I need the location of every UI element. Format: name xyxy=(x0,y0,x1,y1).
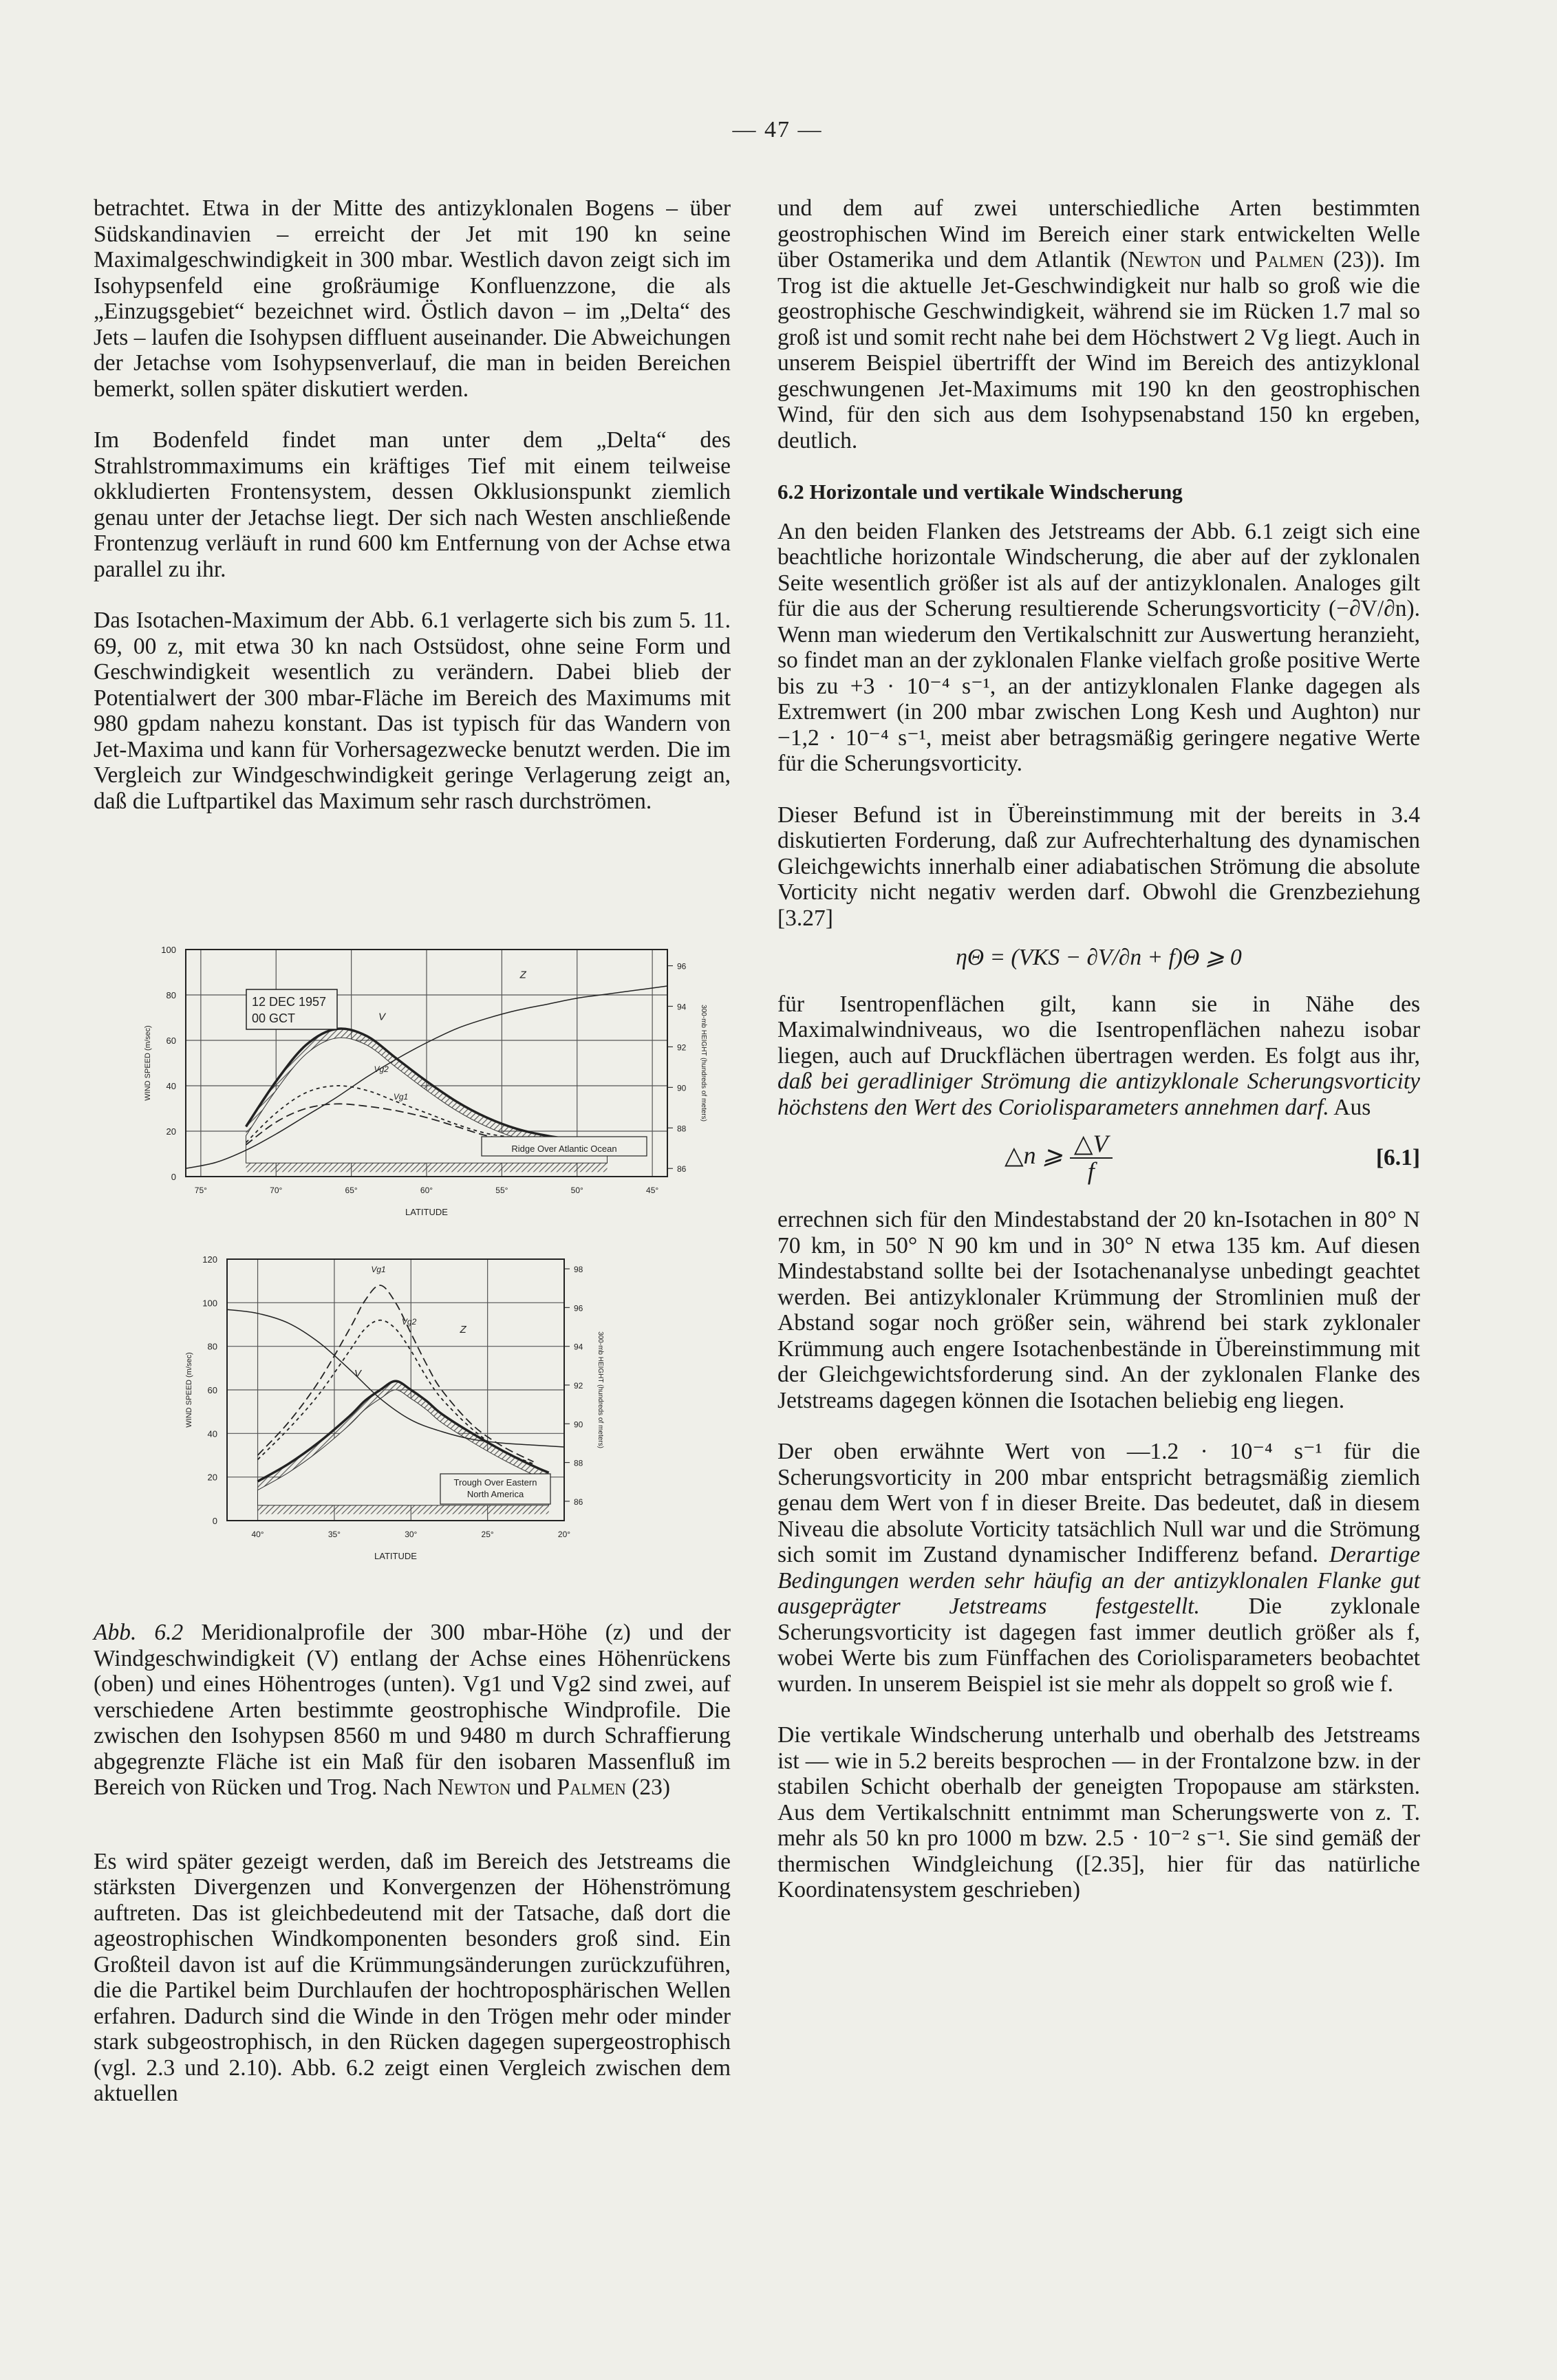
x-axis-title: LATITUDE xyxy=(405,1207,448,1217)
region-label: Trough Over Eastern xyxy=(453,1477,537,1488)
section-heading: 6.2 Horizontale und vertikale Windscherung xyxy=(777,480,1183,504)
y-tick-label: 20 xyxy=(207,1472,217,1483)
y-tick-label: 60 xyxy=(207,1385,217,1395)
y2-tick-label: 96 xyxy=(677,961,687,972)
equation-number: [6.1] xyxy=(1375,1145,1420,1170)
paragraph: Die vertikale Windscherung unterhalb und oberhalb des Jetstreams ist — wie in 5.2 bereits besprochen — in der Frontalzone bzw. in der stabilen Schicht oberhalb der geneigten Tropopause am stärksten. Aus dem Vertikalschnitt entnimmt man Scherungswerte von z. T. mehr als 50 kn pro 1000 m bzw. 2.5 · 10⁻² s⁻¹. Sie sind gemäß der thermischen Windgleichung ([2.35], hier für das natürliche Koordinatensystem geschrieben) xyxy=(777,1722,1420,1902)
chart-trough xyxy=(165,1252,661,1583)
caption-text: und xyxy=(511,1775,557,1800)
text-run: und xyxy=(1201,247,1255,272)
region-label: North America xyxy=(466,1489,524,1499)
series-label: V xyxy=(378,1011,386,1023)
text-run: und dem auf zwei unterschiedliche Arten bestimmten geostrophischen Wind im Bereich einer stark entwickelten Welle über Ostamerika und dem Atlantik ( xyxy=(777,195,1420,272)
caption-ref: Newton xyxy=(437,1775,511,1800)
left-column xyxy=(94,195,731,839)
y2-tick-label: 90 xyxy=(574,1419,583,1430)
emphasis: Derartige Bedingungen werden sehr häufig an der antizyklonalen Flanke gut ausgeprägter Jetstreams festgestellt. xyxy=(777,1542,1420,1619)
paragraph: Dieser Befund ist in Übereinstimmung mit der bereits in 3.4 diskutierten Forderung, daß zur Aufrechterhaltung des dynamischen Gleichgewichts innerhalb einer adiabatischen Strömung die absolute Vorticity nicht negativ werden darf. Obwohl die Grenzbeziehung [3.27] xyxy=(777,802,1420,931)
x-tick-label: 45° xyxy=(646,1186,659,1195)
paragraph xyxy=(777,1439,1420,1697)
y2-tick-label: 86 xyxy=(574,1497,583,1507)
y-axis-title: WIND SPEED (m/sec) xyxy=(144,1025,152,1101)
paragraph: Es wird später gezeigt werden, daß im Bereich des Jetstreams die stärksten Divergenzen und Konvergenzen der Höhenströmung auftreten. Das ist gleichbedeutend mit der Tatsache, daß dort die ageostrophischen Windkomponenten besonders groß sind. Ein Großteil davon ist auf die Krümmungsänderungen zurückzuführen, die die Partikel beim Durchlaufen der hochtroposphärischen Wellen erfahren. Dadurch sind die Winde in den Trögen mehr oder minder stark subgeostrophisch, in den Rücken dagegen supergeostrophisch (vgl. 2.3 und 2.10). Abb. 6.2 zeigt einen Vergleich zwischen dem aktuellen xyxy=(94,1848,731,2106)
x-tick-label: 75° xyxy=(194,1186,207,1195)
fraction xyxy=(1070,1131,1113,1184)
equation-6-1 xyxy=(777,1127,1420,1193)
y2-tick-label: 92 xyxy=(677,1042,687,1053)
date-label: 12 DEC 1957 xyxy=(252,995,327,1009)
series-label: Vg1 xyxy=(393,1091,409,1102)
figure-caption xyxy=(94,1620,731,1801)
left-column-lower xyxy=(94,1620,731,2132)
y-tick-label: 100 xyxy=(202,1298,217,1309)
paragraph: Im Bodenfeld findet man unter dem „Delta“ des Strahlstrommaximums ein kräftiges Tief mit einem teilweise okkludierten Frontensystem, dessen Okklusionspunkt ziemlich genau unter der Jetachse liegt. Der sich nach Westen anschließende Frontenzug verläuft in rund 600 km Entfernung von der Achse etwa parallel zu ihr. xyxy=(94,427,731,582)
y2-tick-label: 96 xyxy=(574,1303,583,1314)
series-label: V xyxy=(354,1368,361,1380)
y2-tick-label: 90 xyxy=(677,1083,687,1093)
chart-ridge xyxy=(96,937,736,1240)
x-tick-label: 55° xyxy=(495,1186,508,1195)
text-run: Aus xyxy=(1329,1094,1371,1120)
paragraph: An den beiden Flanken des Jetstreams der Abb. 6.1 zeigt sich eine beachtliche horizontale Windscherung, die aber auf der zyklonalen Seite wesentlich größer ist als auf der antizyklonalen. Analoges gilt für die aus der Scherung resultierende Scherungsvorticity (−∂V/∂n). Wenn man wiederum den Vertikalschnitt zur Auswertung heranzieht, so findet man an der zyklonalen Flanke vielfach große positive Werte bis zu +3 · 10⁻⁴ s⁻¹, an der antizyklonalen Flanke dagegen als Extremwert (in 200 mbar zwischen Long Kesh und Aughton) nur −1,2 · 10⁻⁴ s⁻¹, meist aber betragsmäßig geringere negative Werte für die Scherungsvorticity. xyxy=(777,518,1420,776)
y-tick-label: 40 xyxy=(207,1428,217,1439)
text-run: Die zyklonale Scherungsvorticity ist dagegen fast immer deutlich größer als f, wobei Werte bis zum Fünffachen des Coriolisparameters beobachtet wurden. In unserem Beispiel ist sie mehr als doppelt so groß wie f. xyxy=(777,1594,1420,1697)
paragraph: Das Isotachen-Maximum der Abb. 6.1 verlagerte sich bis zum 5. 11. 69, 00 z, mit etwa 30 kn nach Ostsüdost, ohne seine Form und Geschwindigkeit wesentlich zu verändern. Dabei blieb der Potentialwert der 300 mbar-Fläche im Bereich des Maximums mit 980 gpdam nahezu konstant. Das ist typisch für das Wandern von Jet-Maxima und kann für Vorhersagezwecke benutzt werden. Die im Vergleich zur Windgeschwindigkeit geringe Verlagerung zeigt an, daß die Luftpartikel das Maximum sehr rasch durchströmen. xyxy=(94,608,731,814)
caption-text: Meridionalprofile der 300 mbar-Höhe (z) und der Windgeschwindigkeit (V) entlang der Achse eines Höhenrückens (oben) und eines Höhentroges (unten). Vg1 und Vg2 sind zwei, auf verschiedene Arten bestimmte geostrophische Windprofile. Die zwischen den Isohypsen 8560 m und 9480 m durch Schraffierung abgegrenzte Fläche ist ein Maß für den isobaren Massenfluß im Bereich von Rücken und Trog. Nach xyxy=(94,1620,731,1800)
y-tick-label: 80 xyxy=(166,990,176,1000)
caption-text: (23) xyxy=(625,1775,671,1800)
y-tick-label: 100 xyxy=(161,945,176,955)
y-tick-label: 40 xyxy=(166,1081,176,1091)
paragraph: betrachtet. Etwa in der Mitte des antizyklonalen Bogens – über Südskandinavien – erreicht der Jet mit 190 kn seine Maximalgeschwindigkeit in 300 mbar. Westlich davon zeigt sich im Isohypsenfeld eine großräumige Konfluenzzone, die als „Einzugsgebiet“ bezeichnet wird. Östlich davon – im „Delta“ des Jets – laufen die Isohypsen diffluent auseinander. Die Abweichungen der Jetachse vom Isohypsenverlauf, die man in beiden Bereichen bemerkt, sollen später diskutiert werden. xyxy=(94,195,731,402)
y2-tick-label: 86 xyxy=(677,1164,687,1175)
x-axis-title: LATITUDE xyxy=(374,1551,417,1561)
series-label: Z xyxy=(519,969,526,981)
series-label: Vg2 xyxy=(374,1064,389,1075)
emphasis: daß bei geradliniger Strömung die antizyklonale Scherungsvorticity höchstens den Wert des Coriolisparameters annehmen darf. xyxy=(777,1069,1420,1120)
equation-lhs: △n ⩾ xyxy=(1005,1141,1063,1169)
caption-label: Abb. 6.2 xyxy=(94,1620,184,1645)
x-tick-label: 35° xyxy=(327,1530,341,1539)
y2-tick-label: 94 xyxy=(574,1342,583,1352)
x-tick-label: 25° xyxy=(481,1530,494,1539)
region-label: Ridge Over Atlantic Ocean xyxy=(511,1144,617,1154)
denominator: f xyxy=(1087,1157,1095,1185)
citation: Palmen xyxy=(1254,247,1324,272)
equation-body xyxy=(1005,1131,1113,1184)
equation: ηΘ = (VKS − ∂V/∂n + f)Θ ⩾ 0 xyxy=(956,945,1242,970)
paragraph xyxy=(777,195,1420,453)
text-run: für Isentropenflächen gilt, kann sie in Nähe des Maximalwindniveaus, wo die Isentropenflächen nahezu isobar liegen, auch auf Druckflächen übertragen werden. Es folgt aus ihr, xyxy=(777,991,1420,1069)
text-run: (23)). Im Trog ist die aktuelle Jet-Geschwindigkeit nur halb so groß wie die geostrophische Geschwindigkeit, während sie im Rücken 1.7 mal so groß ist und somit recht nahe bei dem Höchstwert 2 Vg liegt. Auch in unserem Beispiel übertrifft der Wind im Bereich des antizyklonal geschwungenen Jet-Maximums mit 190 kn den geostrophischen Wind, für den sich aus dem Isohypsenabstand 150 kn ergeben, deutlich. xyxy=(777,247,1420,453)
right-column xyxy=(777,195,1420,1929)
page-number: — 47 — xyxy=(732,117,823,142)
y-axis-title: WIND SPEED (m/sec) xyxy=(185,1352,193,1428)
x-tick-label: 65° xyxy=(345,1186,358,1195)
x-tick-label: 40° xyxy=(251,1530,264,1539)
x-tick-label: 20° xyxy=(557,1530,571,1539)
y2-axis-title: 300-mb HEIGHT (hundreds of meters) xyxy=(597,1331,604,1448)
x-tick-label: 70° xyxy=(270,1186,283,1195)
y-tick-label: 60 xyxy=(166,1036,176,1046)
y-tick-label: 80 xyxy=(207,1341,217,1352)
x-tick-label: 30° xyxy=(405,1530,418,1539)
x-tick-label: 50° xyxy=(570,1186,583,1195)
y-tick-label: 20 xyxy=(166,1126,176,1137)
y-tick-label: 0 xyxy=(212,1516,217,1526)
y2-axis-title: 300-mb HEIGHT (hundreds of meters) xyxy=(700,1005,707,1122)
paragraph: errechnen sich für den Mindestabstand der 20 kn-Isotachen in 80° N 70 km, in 50° N 90 km und in 30° N etwa 135 km. Auf diesen Mindestabstand sollte bei der Isotachenanalyse unbedingt geachtet werden. Bei antizyklonaler Krümmung der Stromlinien muß der Abstand sogar noch größer sein, während bei stark zyklonaler Krümmung auch engere Isotachenbestände in Übereinstimmung mit der Gleichgewichtsforderung sind. An der zyklonalen Flanke des Jetstreams dagegen können die Isotachen beliebig eng liegen. xyxy=(777,1207,1420,1413)
y2-tick-label: 88 xyxy=(677,1124,687,1134)
y-tick-label: 120 xyxy=(202,1254,217,1265)
series-label: Vg2 xyxy=(401,1317,417,1327)
y2-tick-label: 92 xyxy=(574,1380,583,1391)
y2-tick-label: 94 xyxy=(677,1002,687,1012)
paragraph xyxy=(777,991,1420,1121)
y2-tick-label: 88 xyxy=(574,1458,583,1468)
y-tick-label: 0 xyxy=(171,1172,176,1182)
x-tick-label: 60° xyxy=(420,1186,433,1195)
text-run: Der oben erwähnte Wert von —1.2 · 10⁻⁴ s⁻¹ für die Scherungsvorticity in 200 mbar entspricht betragsmäßig ziemlich genau dem Wert von f in dieser Breite. Das bedeutet, daß in diesem Niveau die absolute Vorticity tatsächlich Null war und die Strömung sich somit im Zustand dynamischer Indifferenz befand. xyxy=(777,1439,1420,1567)
time-label: 00 GCT xyxy=(252,1011,296,1025)
series-label: Z xyxy=(460,1323,466,1336)
numerator: △V xyxy=(1070,1131,1113,1159)
y2-tick-label: 98 xyxy=(574,1265,583,1275)
citation: Newton xyxy=(1128,247,1202,272)
series-label: Vg1 xyxy=(371,1265,386,1274)
caption-ref: Palmen xyxy=(557,1775,626,1800)
